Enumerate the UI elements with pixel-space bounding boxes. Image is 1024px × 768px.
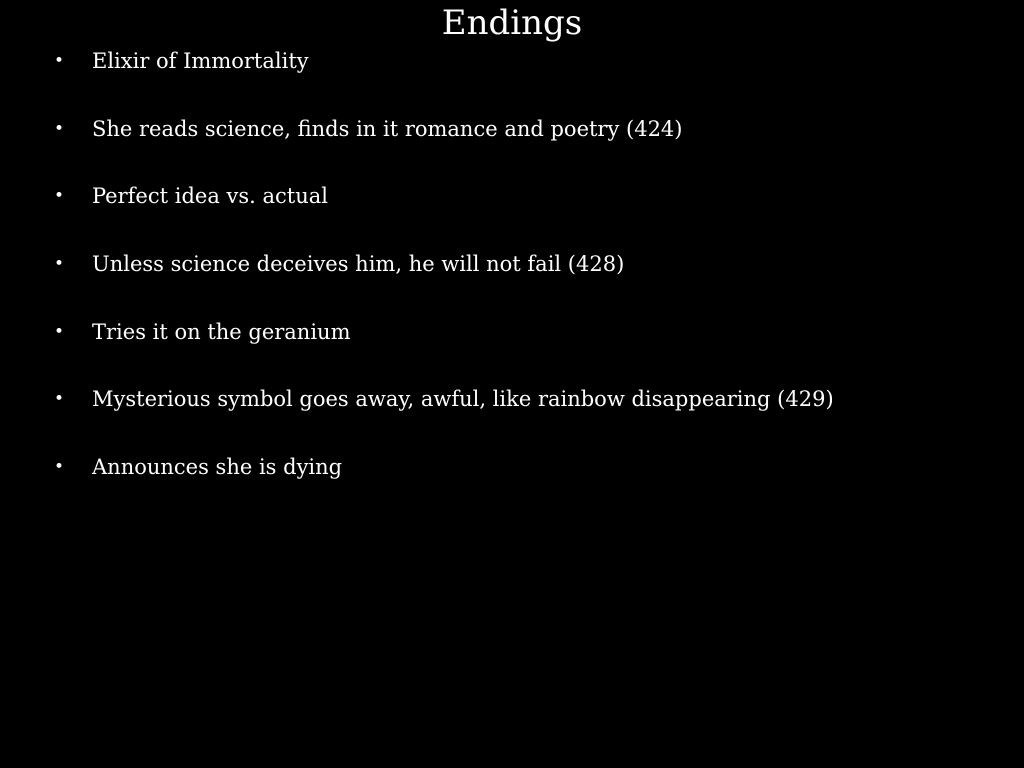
bullet-text: Tries it on the geranium (92, 319, 351, 344)
bullet-marker-icon: • (54, 51, 65, 71)
bullet-marker-icon: • (54, 118, 65, 139)
bullet-text: Announces she is dying (92, 455, 343, 480)
bullet-text: Unless science deceives him, he will not fail (428) (92, 252, 625, 277)
bullet-item (0, 450, 1024, 518)
bullet-text: Mysterious symbol goes away, awful, like rainbow disappearing (429) (92, 387, 834, 412)
bullet-text: Elixir of Immortality (92, 49, 309, 73)
bullet-text: Perfect idea vs. actual (92, 184, 328, 209)
bullet-marker-icon: • (54, 321, 65, 342)
bullet-marker-icon: • (54, 389, 65, 410)
bullet-text: She reads science, finds in it romance and poetry (424) (92, 116, 683, 141)
bullet-list (0, 44, 1024, 518)
bullet-item (0, 112, 1024, 180)
bullet-item (0, 44, 1024, 112)
bullet-item (0, 179, 1024, 247)
bullet-item (0, 315, 1024, 383)
bullet-marker-icon: • (54, 254, 65, 275)
bullet-item (0, 247, 1024, 315)
bullet-item (0, 382, 1024, 450)
bullet-marker-icon: • (54, 186, 65, 207)
bullet-marker-icon: • (54, 457, 65, 478)
slide-title: Endings (441, 3, 583, 43)
